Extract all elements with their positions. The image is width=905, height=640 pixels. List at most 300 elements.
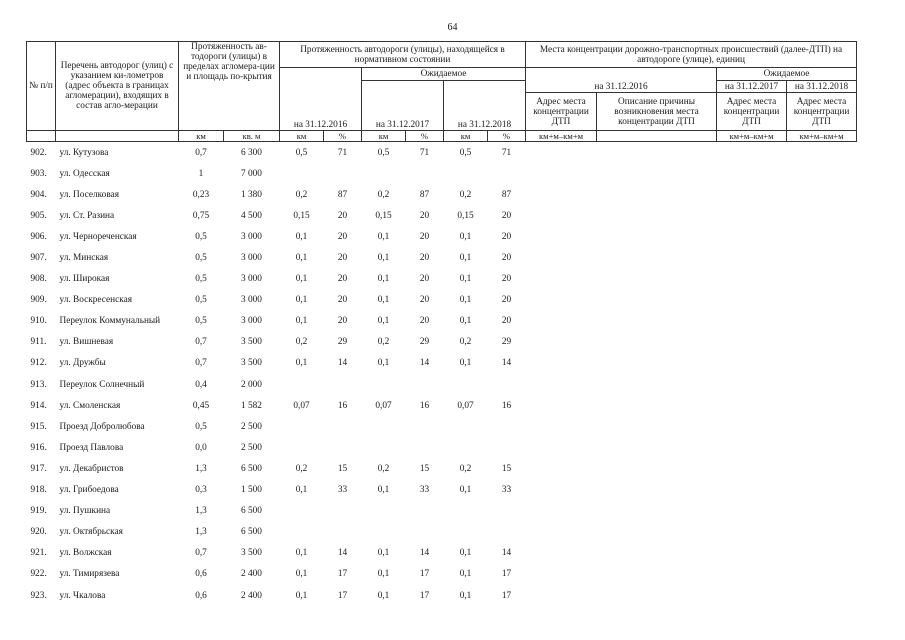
cell-dtp-address (526, 163, 597, 184)
cell-norm-2018-km (444, 437, 488, 458)
cell-dtp-address-2018 (787, 205, 857, 226)
cell-dtp-address-2018 (787, 543, 857, 564)
unit-km: км (362, 131, 406, 142)
cell-dtp-address (526, 311, 597, 332)
cell-norm-2016-km (280, 437, 324, 458)
cell-norm-2016-km: 0,2 (295, 337, 308, 348)
cell-norm-2016-pct: 17 (337, 569, 348, 580)
cell-norm-2017-km: 0,1 (377, 316, 390, 327)
cell-dtp-address (526, 247, 597, 268)
cell-norm-2018-km: 0,2 (459, 463, 472, 474)
cell-dtp-reason (597, 142, 717, 164)
cell-length-km: 0,75 (192, 210, 210, 221)
cell-norm-2016-pct: 20 (337, 231, 348, 242)
cell-norm-2017-pct (406, 374, 444, 395)
cell-road-name: Переулок Солнечный (59, 379, 145, 390)
cell-dtp-address-2018 (787, 226, 857, 247)
cell-number: 905. (30, 210, 47, 221)
cell-road-name: ул. Ст. Разина (59, 210, 115, 221)
cell-area: 2 500 (241, 421, 262, 432)
cell-norm-2017-km: 0,1 (377, 590, 390, 601)
header-col-normative: Протяженность автодороги (улицы), находящейся в нормативном состоянии (280, 42, 526, 68)
unit-pct: % (324, 131, 362, 142)
cell-norm-2016-km: 0,1 (295, 274, 308, 285)
cell-area: 4 500 (241, 210, 262, 221)
table-row (27, 437, 857, 458)
cell-norm-2018-pct: 20 (501, 274, 512, 285)
cell-norm-2016-pct: 71 (337, 147, 348, 158)
cell-area: 6 500 (241, 506, 262, 517)
cell-dtp-address-2017 (717, 163, 787, 184)
cell-dtp-address (526, 290, 597, 311)
cell-dtp-reason (597, 543, 717, 564)
cell-norm-2018-pct: 20 (501, 231, 512, 242)
cell-road-name: ул. Волжская (59, 548, 112, 559)
table-row (27, 290, 857, 311)
cell-norm-2016-pct (324, 437, 362, 458)
cell-road-name: ул. Широкая (59, 274, 110, 285)
cell-norm-2016-km: 0,1 (295, 231, 308, 242)
header-dtp-address: Адрес места концентрации ДТП (526, 93, 597, 131)
cell-norm-2016-pct: 16 (337, 400, 348, 411)
cell-area: 2 000 (241, 379, 262, 390)
cell-norm-2017-km: 0,1 (377, 485, 390, 496)
cell-norm-2016-pct: 87 (337, 189, 348, 200)
header-dtp-2018: на 31.12.2018 (787, 81, 857, 93)
cell-norm-2016-pct: 33 (337, 485, 348, 496)
cell-norm-2017-pct: 33 (419, 485, 430, 496)
cell-area: 6 300 (241, 147, 262, 158)
cell-dtp-address-2017 (717, 543, 787, 564)
cell-norm-2016-pct: 20 (337, 316, 348, 327)
cell-dtp-reason (597, 374, 717, 395)
cell-length-km: 0,5 (195, 253, 207, 264)
cell-dtp-address-2017 (717, 564, 787, 585)
cell-area: 3 000 (241, 295, 262, 306)
cell-road-name: ул. Чкалова (59, 590, 106, 601)
cell-norm-2016-km: 0,2 (295, 463, 308, 474)
header-dtp-reason: Описание причины возникновения места концентрации ДТП (597, 93, 717, 131)
cell-norm-2018-km (444, 522, 488, 543)
cell-dtp-address-2018 (787, 480, 857, 501)
cell-length-km: 0,7 (195, 548, 207, 559)
table-body (27, 142, 857, 607)
cell-dtp-address-2017 (717, 353, 787, 374)
cell-norm-2017-km: 0,1 (377, 548, 390, 559)
cell-norm-2017-km (362, 437, 406, 458)
cell-dtp-address-2018 (787, 374, 857, 395)
cell-dtp-reason (597, 501, 717, 522)
cell-norm-2018-pct: 87 (501, 189, 512, 200)
cell-norm-2018-pct (488, 437, 526, 458)
cell-norm-2016-km: 0,5 (295, 147, 308, 158)
cell-norm-2018-pct (488, 522, 526, 543)
cell-norm-2018-km: 0,15 (457, 210, 474, 221)
cell-dtp-address (526, 353, 597, 374)
cell-norm-2018-km: 0,1 (459, 253, 472, 264)
cell-length-km: 0,5 (195, 421, 207, 432)
cell-area: 1 500 (241, 485, 262, 496)
cell-length-km: 0,23 (192, 189, 210, 200)
table-row (27, 184, 857, 205)
cell-dtp-address-2018 (787, 142, 857, 164)
cell-dtp-address-2018 (787, 564, 857, 585)
table-row (27, 543, 857, 564)
cell-norm-2016-km: 0,2 (295, 189, 308, 200)
cell-dtp-address-2017 (717, 395, 787, 416)
table-row (27, 501, 857, 522)
cell-dtp-reason (597, 480, 717, 501)
header-dtp-address-2018: Адрес места концентрации ДТП (787, 93, 857, 131)
unit-sqm: кв. м (224, 131, 280, 142)
table-row (27, 142, 857, 164)
cell-norm-2017-km: 0,1 (377, 569, 390, 580)
cell-dtp-address-2017 (717, 205, 787, 226)
cell-area: 6 500 (241, 527, 262, 538)
cell-norm-2016-pct (324, 163, 362, 184)
cell-norm-2017-pct (406, 522, 444, 543)
cell-dtp-reason (597, 269, 717, 290)
cell-number: 920. (30, 527, 47, 538)
cell-road-name: ул. Кутузова (59, 147, 109, 158)
cell-dtp-address (526, 184, 597, 205)
cell-dtp-address-2018 (787, 332, 857, 353)
cell-norm-2018-km: 0,1 (459, 295, 472, 306)
cell-road-name: ул. Октябрьская (59, 527, 123, 538)
cell-dtp-address-2017 (717, 247, 787, 268)
cell-length-km: 0,5 (195, 231, 207, 242)
cell-dtp-reason (597, 184, 717, 205)
cell-road-name: ул. Пушкина (59, 506, 111, 517)
cell-area: 2 500 (241, 442, 262, 453)
cell-dtp-address-2018 (787, 585, 857, 606)
cell-norm-2017-km: 0,15 (375, 210, 392, 221)
cell-number: 908. (30, 274, 47, 285)
cell-norm-2017-pct: 20 (419, 274, 430, 285)
cell-dtp-address-2017 (717, 501, 787, 522)
cell-dtp-reason (597, 416, 717, 437)
cell-dtp-reason (597, 332, 717, 353)
cell-norm-2018-km: 0,07 (457, 400, 474, 411)
cell-dtp-address (526, 332, 597, 353)
cell-norm-2018-pct: 20 (501, 210, 512, 221)
cell-norm-2017-km: 0,1 (377, 274, 390, 285)
cell-norm-2016-pct (324, 501, 362, 522)
unit-blank (27, 131, 56, 142)
cell-norm-2018-pct: 16 (501, 400, 512, 411)
cell-dtp-address-2017 (717, 437, 787, 458)
cell-norm-2017-km: 0,2 (377, 337, 390, 348)
cell-norm-2018-pct (488, 416, 526, 437)
cell-norm-2018-pct: 17 (501, 569, 512, 580)
table-row (27, 480, 857, 501)
cell-norm-2017-pct: 20 (419, 231, 430, 242)
cell-norm-2017-pct (406, 437, 444, 458)
table-row (27, 458, 857, 479)
cell-area: 7 000 (241, 168, 262, 179)
cell-dtp-reason (597, 226, 717, 247)
cell-dtp-address-2018 (787, 269, 857, 290)
cell-norm-2018-pct (488, 163, 526, 184)
header-col-dtp: Места концентрации дорожно-транспортных происшествий (далее-ДТП) на автодороге (улице), единиц (526, 42, 857, 68)
cell-dtp-reason (597, 585, 717, 606)
cell-number: 903. (30, 168, 47, 179)
cell-dtp-reason (597, 311, 717, 332)
cell-area: 3 000 (241, 274, 262, 285)
table-row (27, 311, 857, 332)
cell-dtp-address (526, 142, 597, 164)
cell-dtp-address-2018 (787, 416, 857, 437)
cell-norm-2016-km: 0,1 (295, 253, 308, 264)
cell-dtp-address-2017 (717, 374, 787, 395)
cell-norm-2017-pct: 15 (419, 463, 430, 474)
header-dtp-address-2017: Адрес места концентрации ДТП (717, 93, 787, 131)
cell-dtp-address-2018 (787, 290, 857, 311)
table-row (27, 564, 857, 585)
cell-number: 921. (30, 548, 47, 559)
cell-road-name: ул. Одесская (59, 168, 110, 179)
cell-dtp-reason (597, 395, 717, 416)
cell-norm-2016-pct: 14 (337, 548, 348, 559)
cell-norm-2016-pct: 14 (337, 358, 348, 369)
table-row (27, 374, 857, 395)
cell-number: 906. (30, 231, 47, 242)
cell-norm-2016-km: 0,07 (293, 400, 310, 411)
cell-dtp-address-2018 (787, 458, 857, 479)
cell-area: 3 000 (241, 253, 262, 264)
cell-norm-2016-km: 0,15 (293, 210, 310, 221)
unit-km: км (444, 131, 488, 142)
cell-norm-2017-km: 0,1 (377, 231, 390, 242)
cell-norm-2017-pct: 71 (419, 147, 430, 158)
unit-kmm: км+м–км+м (787, 131, 857, 142)
page-number: 64 (447, 22, 458, 33)
cell-dtp-address-2017 (717, 522, 787, 543)
cell-number: 919. (30, 506, 47, 517)
cell-norm-2016-pct (324, 374, 362, 395)
cell-norm-2018-km: 0,1 (459, 358, 472, 369)
cell-number: 916. (30, 442, 47, 453)
header-col-road: Перечень автодорог (улиц) с указанием ки-лометров (адрес объекта в границах агломерации), входящих в состав агло-мерации (56, 42, 179, 131)
cell-dtp-address (526, 269, 597, 290)
cell-dtp-address-2017 (717, 226, 787, 247)
cell-norm-2018-pct (488, 501, 526, 522)
cell-dtp-address-2018 (787, 395, 857, 416)
cell-dtp-address-2017 (717, 480, 787, 501)
cell-dtp-address-2017 (717, 142, 787, 164)
cell-length-km: 1,3 (195, 527, 207, 538)
cell-norm-2018-km (444, 374, 488, 395)
roads-table (26, 41, 857, 606)
cell-norm-2016-pct: 20 (337, 210, 348, 221)
cell-length-km: 0,6 (195, 590, 207, 601)
cell-dtp-address-2018 (787, 311, 857, 332)
cell-area: 3 500 (241, 548, 262, 559)
cell-number: 911. (30, 337, 47, 348)
header-dtp-2016: на 31.12.2016 (526, 68, 717, 93)
cell-dtp-address (526, 437, 597, 458)
cell-norm-2016-km: 0,1 (295, 569, 308, 580)
header-norm-2017: на 31.12.2017 (362, 81, 444, 131)
cell-dtp-address (526, 416, 597, 437)
cell-norm-2016-km (280, 374, 324, 395)
cell-norm-2017-km (362, 522, 406, 543)
cell-norm-2018-km: 0,2 (459, 337, 472, 348)
cell-dtp-reason (597, 522, 717, 543)
cell-norm-2016-pct: 17 (337, 590, 348, 601)
cell-norm-2018-km (444, 163, 488, 184)
cell-norm-2017-pct: 20 (419, 253, 430, 264)
cell-number: 913. (30, 379, 47, 390)
cell-norm-2018-km: 0,1 (459, 590, 472, 601)
table-row (27, 585, 857, 606)
cell-norm-2017-pct: 20 (419, 210, 430, 221)
cell-norm-2017-pct: 20 (419, 295, 430, 306)
cell-norm-2016-pct: 20 (337, 253, 348, 264)
cell-norm-2018-km: 0,5 (459, 147, 472, 158)
cell-norm-2018-pct: 20 (501, 316, 512, 327)
header-dtp-expected: Ожидаемое (717, 68, 857, 81)
cell-length-km: 0,0 (195, 442, 207, 453)
cell-number: 917. (30, 463, 47, 474)
cell-number: 922. (30, 569, 47, 580)
cell-number: 904. (30, 189, 47, 200)
cell-area: 6 500 (241, 463, 262, 474)
cell-dtp-reason (597, 458, 717, 479)
cell-norm-2017-km: 0,2 (377, 463, 390, 474)
cell-norm-2016-km: 0,1 (295, 590, 308, 601)
table-row (27, 522, 857, 543)
cell-norm-2018-pct: 33 (501, 485, 512, 496)
cell-dtp-address-2017 (717, 184, 787, 205)
cell-area: 1 380 (241, 189, 262, 200)
cell-length-km: 0,7 (195, 337, 207, 348)
cell-length-km: 1 (198, 168, 204, 179)
cell-norm-2017-pct (406, 501, 444, 522)
cell-area: 2 400 (241, 569, 262, 580)
cell-norm-2018-km (444, 416, 488, 437)
cell-norm-2016-km: 0,1 (295, 316, 308, 327)
cell-norm-2017-km: 0,07 (375, 400, 392, 411)
cell-area: 3 500 (241, 337, 262, 348)
cell-norm-2018-pct: 71 (501, 147, 512, 158)
cell-road-name: ул. Тимирязева (59, 569, 120, 580)
cell-dtp-address-2017 (717, 416, 787, 437)
cell-road-name: ул. Чернореченская (59, 231, 137, 242)
cell-road-name: ул. Дружбы (59, 358, 106, 369)
table-row (27, 332, 857, 353)
header-col-length: Протяженность ав-тодороги (улицы) в пределах агломера-ции и площадь по-крытия (179, 42, 280, 131)
cell-length-km: 1,3 (195, 506, 207, 517)
cell-dtp-address (526, 585, 597, 606)
cell-norm-2016-pct: 20 (337, 274, 348, 285)
cell-norm-2017-pct: 29 (419, 337, 430, 348)
cell-road-name: ул. Вишневая (59, 337, 114, 348)
unit-km: км (179, 131, 224, 142)
cell-dtp-address-2018 (787, 501, 857, 522)
cell-length-km: 0,5 (195, 295, 207, 306)
cell-area: 2 400 (241, 590, 262, 601)
cell-dtp-address (526, 226, 597, 247)
cell-road-name: Проезд Павлова (59, 442, 124, 453)
cell-norm-2016-km (280, 163, 324, 184)
cell-norm-2018-km: 0,1 (459, 231, 472, 242)
cell-norm-2017-km: 0,2 (377, 189, 390, 200)
cell-road-name: Проезд Добролюбова (59, 421, 145, 432)
table-row (27, 416, 857, 437)
cell-norm-2017-pct: 87 (419, 189, 430, 200)
cell-norm-2018-pct: 14 (501, 358, 512, 369)
cell-norm-2017-pct: 14 (419, 548, 430, 559)
cell-norm-2018-km: 0,1 (459, 485, 472, 496)
cell-norm-2017-km (362, 374, 406, 395)
table-row (27, 395, 857, 416)
cell-norm-2017-km: 0,1 (377, 358, 390, 369)
cell-norm-2016-km: 0,1 (295, 295, 308, 306)
cell-norm-2017-pct (406, 163, 444, 184)
cell-dtp-reason (597, 353, 717, 374)
unit-blank (597, 131, 717, 142)
header-col-number: № п/п (27, 42, 56, 131)
cell-norm-2016-km: 0,1 (295, 358, 308, 369)
cell-length-km: 0,3 (195, 485, 207, 496)
cell-dtp-address-2018 (787, 247, 857, 268)
cell-dtp-address (526, 480, 597, 501)
cell-norm-2016-km (280, 416, 324, 437)
table-row (27, 226, 857, 247)
cell-dtp-address-2018 (787, 437, 857, 458)
cell-norm-2017-pct (406, 416, 444, 437)
cell-length-km: 0,4 (195, 379, 207, 390)
cell-norm-2017-pct: 16 (419, 400, 430, 411)
cell-norm-2016-pct: 29 (337, 337, 348, 348)
table-row (27, 163, 857, 184)
cell-number: 907. (30, 253, 47, 264)
cell-length-km: 0,45 (192, 400, 210, 411)
cell-number: 915. (30, 421, 47, 432)
cell-area: 3 500 (241, 358, 262, 369)
cell-dtp-address (526, 543, 597, 564)
cell-length-km: 0,6 (195, 569, 207, 580)
cell-norm-2017-km: 0,1 (377, 253, 390, 264)
cell-norm-2018-pct: 17 (501, 590, 512, 601)
cell-norm-2017-km (362, 501, 406, 522)
cell-norm-2017-km (362, 163, 406, 184)
cell-road-name: Переулок Коммунальный (59, 316, 161, 327)
cell-dtp-address (526, 501, 597, 522)
cell-dtp-address-2018 (787, 522, 857, 543)
cell-norm-2016-km (280, 522, 324, 543)
cell-norm-2017-km (362, 416, 406, 437)
cell-length-km: 0,5 (195, 316, 207, 327)
cell-dtp-address (526, 395, 597, 416)
cell-norm-2018-km: 0,1 (459, 569, 472, 580)
cell-dtp-address-2017 (717, 311, 787, 332)
cell-norm-2017-pct: 20 (419, 316, 430, 327)
cell-number: 910. (30, 316, 47, 327)
cell-dtp-address (526, 522, 597, 543)
cell-dtp-reason (597, 564, 717, 585)
table-row (27, 269, 857, 290)
cell-dtp-address-2017 (717, 290, 787, 311)
cell-norm-2018-pct: 20 (501, 253, 512, 264)
cell-road-name: ул. Грибоедова (59, 485, 119, 496)
cell-number: 912. (30, 358, 47, 369)
cell-dtp-reason (597, 290, 717, 311)
cell-norm-2018-pct (488, 374, 526, 395)
unit-blank (56, 131, 179, 142)
cell-norm-2018-km: 0,1 (459, 274, 472, 285)
